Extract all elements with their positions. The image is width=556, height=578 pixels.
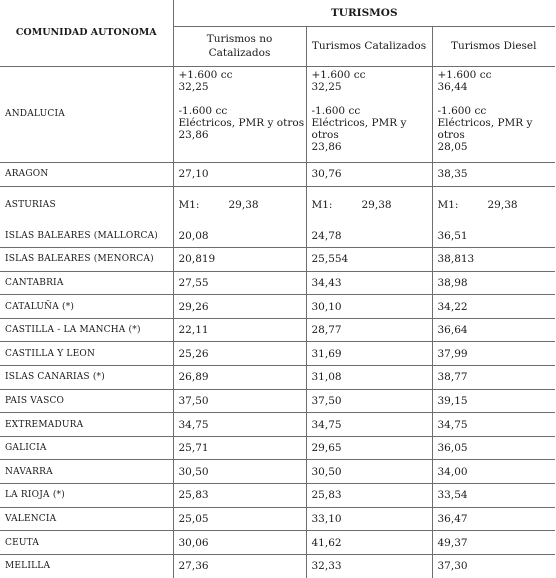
value-cell: 22,11 bbox=[173, 318, 306, 342]
value-cell: 20,08 bbox=[173, 224, 306, 248]
value-cell: 41,62 bbox=[306, 531, 432, 555]
region-name: ISLAS BALEARES (MALLORCA) bbox=[0, 224, 173, 248]
value-cell: 30,10 bbox=[306, 295, 432, 319]
value-cell: 30,50 bbox=[173, 460, 306, 484]
region-name: ARAGON bbox=[0, 162, 173, 186]
value-cell: 25,83 bbox=[173, 484, 306, 508]
andalucia-cell-catalizados: +1.600 cc 32,25 -1.600 cc Eléctricos, PMR y otros 23,86 bbox=[306, 66, 432, 162]
value-cell: 25,26 bbox=[173, 342, 306, 366]
value-cell: 38,77 bbox=[432, 366, 555, 390]
region-name: LA RIOJA (*) bbox=[0, 484, 173, 508]
region-name: CANTABRIA bbox=[0, 271, 173, 295]
region-name: CATALUÑA (*) bbox=[0, 295, 173, 319]
region-name: ASTURIAS bbox=[0, 186, 173, 224]
value-cell: 31,69 bbox=[306, 342, 432, 366]
value-cell: 34,75 bbox=[306, 413, 432, 437]
value-cell: 37,50 bbox=[306, 389, 432, 413]
table-row-asturias bbox=[0, 186, 555, 224]
value-cell: 34,00 bbox=[432, 460, 555, 484]
value-cell: 34,22 bbox=[432, 295, 555, 319]
table-row bbox=[0, 389, 555, 413]
value-cell: 32,33 bbox=[306, 554, 432, 578]
col-header-diesel: Turismos Diesel bbox=[432, 26, 555, 66]
table-row bbox=[0, 318, 555, 342]
region-name: GALICIA bbox=[0, 436, 173, 460]
value-cell: 38,98 bbox=[432, 271, 555, 295]
table-row bbox=[0, 436, 555, 460]
value-cell: M1: 29,38 bbox=[432, 186, 555, 224]
turismos-group-header: TURISMOS bbox=[173, 0, 555, 26]
value-cell: 27,55 bbox=[173, 271, 306, 295]
table-row bbox=[0, 554, 555, 578]
region-name: NAVARRA bbox=[0, 460, 173, 484]
table-row bbox=[0, 507, 555, 531]
header-row-top bbox=[0, 0, 555, 26]
region-name: EXTREMADURA bbox=[0, 413, 173, 437]
value-cell: 25,71 bbox=[173, 436, 306, 460]
value-cell: 25,83 bbox=[306, 484, 432, 508]
andalucia-cell-diesel: +1.600 cc 36,44 -1.600 cc Eléctricos, PMR y otros 28,05 bbox=[432, 66, 555, 162]
value-cell: 29,65 bbox=[306, 436, 432, 460]
region-name: ANDALUCIA bbox=[0, 66, 173, 162]
value-cell: 36,64 bbox=[432, 318, 555, 342]
value-cell: 34,75 bbox=[173, 413, 306, 437]
value-cell: 34,43 bbox=[306, 271, 432, 295]
value-cell: 30,50 bbox=[306, 460, 432, 484]
region-name: MELILLA bbox=[0, 554, 173, 578]
value-cell: 27,36 bbox=[173, 554, 306, 578]
value-cell: 36,05 bbox=[432, 436, 555, 460]
table-row-aragon bbox=[0, 162, 555, 186]
value-cell: 38,35 bbox=[432, 162, 555, 186]
region-rows bbox=[0, 224, 555, 578]
value-cell: 37,30 bbox=[432, 554, 555, 578]
table-row bbox=[0, 484, 555, 508]
value-cell: 37,50 bbox=[173, 389, 306, 413]
value-cell: 33,54 bbox=[432, 484, 555, 508]
table-row bbox=[0, 248, 555, 272]
value-cell: 38,813 bbox=[432, 248, 555, 272]
value-cell: 31,08 bbox=[306, 366, 432, 390]
region-name: ISLAS CANARIAS (*) bbox=[0, 366, 173, 390]
value-cell: 34,75 bbox=[432, 413, 555, 437]
value-cell: 30,06 bbox=[173, 531, 306, 555]
table-row bbox=[0, 342, 555, 366]
value-cell: 25,05 bbox=[173, 507, 306, 531]
region-name: PAIS VASCO bbox=[0, 389, 173, 413]
value-cell: 37,99 bbox=[432, 342, 555, 366]
value-cell: 36,47 bbox=[432, 507, 555, 531]
value-cell: 36,51 bbox=[432, 224, 555, 248]
value-cell: 25,554 bbox=[306, 248, 432, 272]
region-column-header: COMUNIDAD AUTONOMA bbox=[0, 0, 173, 66]
value-cell: 30,76 bbox=[306, 162, 432, 186]
value-cell: M1: 29,38 bbox=[306, 186, 432, 224]
col-header-catalizados: Turismos Catalizados bbox=[306, 26, 432, 66]
table-row bbox=[0, 366, 555, 390]
region-name: VALENCIA bbox=[0, 507, 173, 531]
value-cell: 28,77 bbox=[306, 318, 432, 342]
value-cell: 29,26 bbox=[173, 295, 306, 319]
table-row bbox=[0, 224, 555, 248]
region-name: ISLAS BALEARES (MENORCA) bbox=[0, 248, 173, 272]
value-cell: 49,37 bbox=[432, 531, 555, 555]
table-row-andalucia bbox=[0, 66, 555, 162]
value-cell: 39,15 bbox=[432, 389, 555, 413]
table-row bbox=[0, 413, 555, 437]
value-cell: 33,10 bbox=[306, 507, 432, 531]
table-row bbox=[0, 271, 555, 295]
andalucia-cell-no-catalizados: +1.600 cc 32,25 -1.600 cc Eléctricos, PMR y otros 23,86 bbox=[173, 66, 306, 162]
region-name: CASTILLA Y LEON bbox=[0, 342, 173, 366]
value-cell: 20,819 bbox=[173, 248, 306, 272]
region-name: CEUTA bbox=[0, 531, 173, 555]
table-row bbox=[0, 531, 555, 555]
value-cell: M1: 29,38 bbox=[173, 186, 306, 224]
value-cell: 24,78 bbox=[306, 224, 432, 248]
table-row bbox=[0, 295, 555, 319]
col-header-no-catalizados: Turismos no Catalizados bbox=[173, 26, 306, 66]
region-name: CASTILLA - LA MANCHA (*) bbox=[0, 318, 173, 342]
value-cell: 26,89 bbox=[173, 366, 306, 390]
table-row bbox=[0, 460, 555, 484]
value-cell: 27,10 bbox=[173, 162, 306, 186]
